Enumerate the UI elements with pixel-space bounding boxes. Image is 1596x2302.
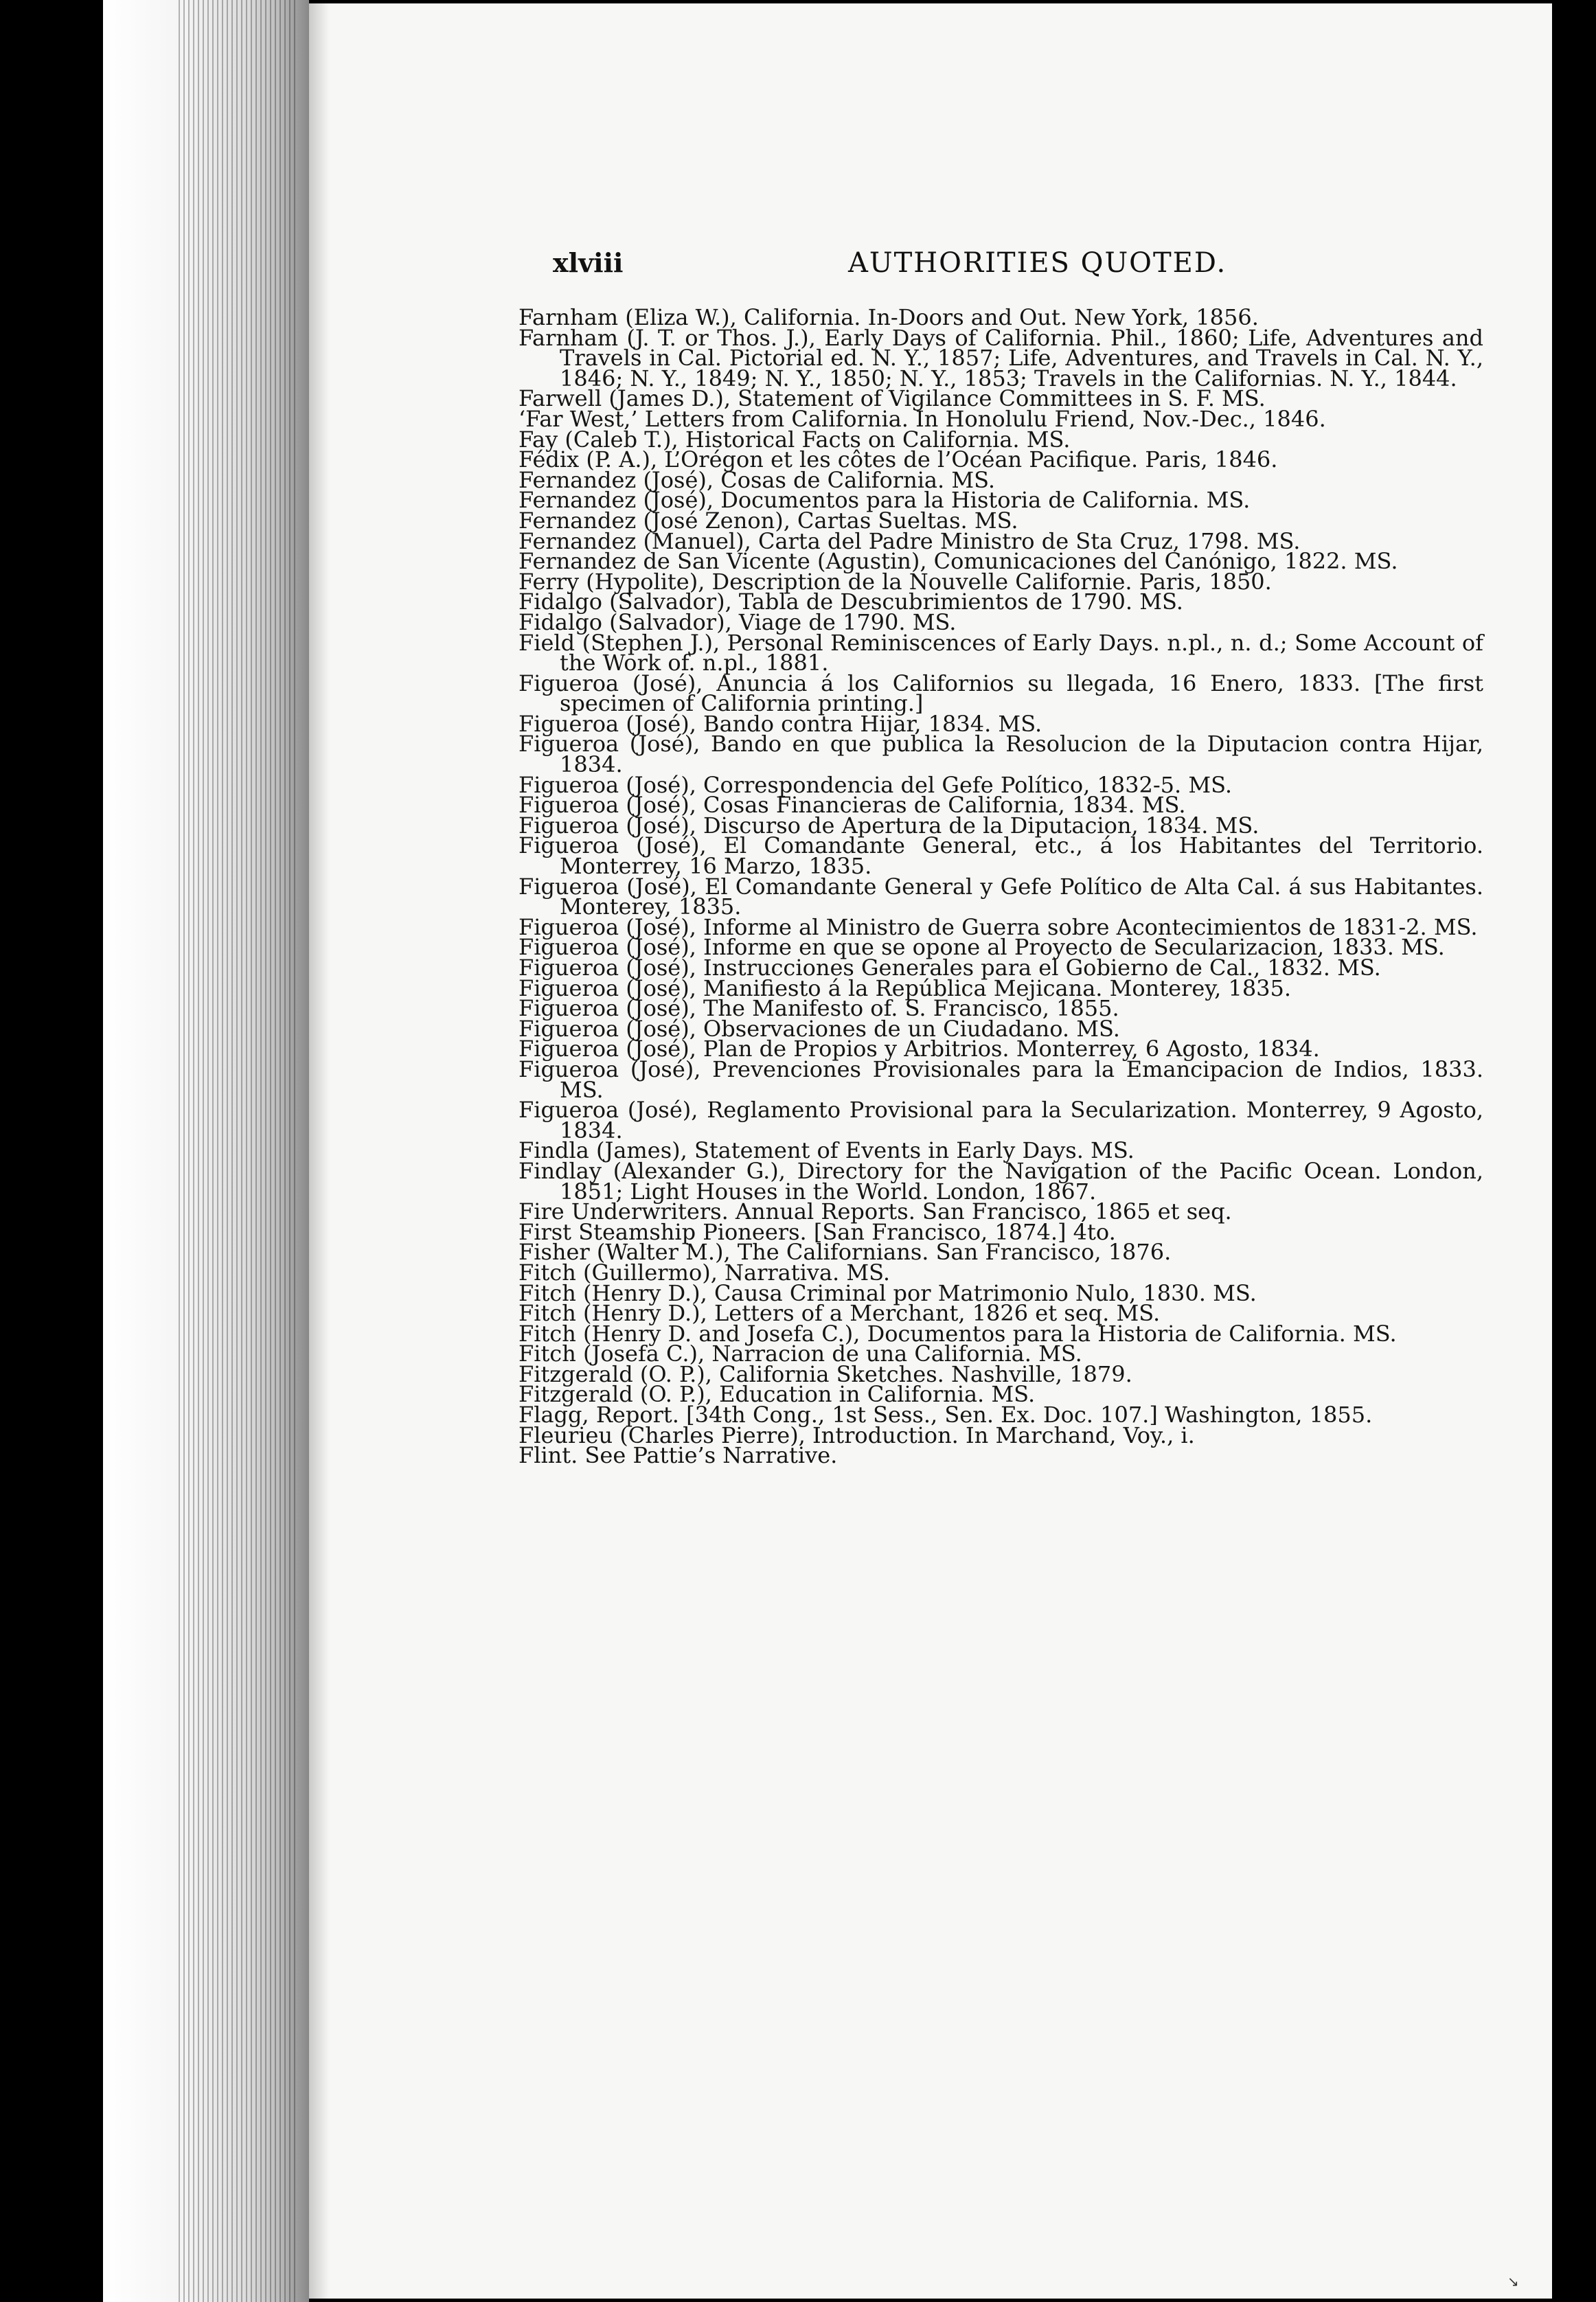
page-stack-edges: [179, 0, 295, 2302]
bibliography-entry: Fire Underwriters. Annual Reports. San Francisco, 1865 et seq.: [518, 1198, 1232, 1225]
bibliography-entry: Farnham (Eliza W.), California. In-Doors and Out. New York, 1856.: [518, 304, 1259, 330]
bibliography-entry: ‘Far West,’ Letters from California. In Honolulu Friend, Nov.-Dec., 1846.: [518, 405, 1326, 432]
bibliography-entry: Flagg, Report. [34th Cong., 1st Sess., Sen. Ex. Doc. 107.] Washington, 1855.: [518, 1402, 1373, 1428]
bibliography-entry: Farwell (James D.), Statement of Vigilance Committees in S. F. MS.: [518, 385, 1266, 412]
bibliography-entry: Figueroa (José), Reglamento Provisional para la Secularization. Monterrey, 9 Agosto, 1834.: [518, 1097, 1483, 1143]
bibliography-entry: Flint. See Pattie’s Narrative.: [518, 1442, 838, 1469]
bibliography-entry: Figueroa (José), El Comandante General y Gefe Político de Alta Cal. á sus Habitantes. Monterey, 1835.: [518, 873, 1483, 920]
bibliography-entry: Ferry (Hypolite), Description de la Nouvelle Californie. Paris, 1850.: [518, 568, 1272, 595]
bibliography-entry: Fitzgerald (O. P.), California Sketches. Nashville, 1879.: [518, 1360, 1132, 1387]
bibliography-entry: Fédix (P. A.), L’Orégon et les côtes de l’Océan Pacifique. Paris, 1846.: [518, 446, 1278, 473]
page-number: xlviii: [553, 247, 624, 278]
bibliography-entry: Figueroa (José), Manifiesto á la República Mejicana. Monterey, 1835.: [518, 975, 1292, 1001]
bibliography-entry: Figueroa (José), Plan de Propios y Arbitrios. Monterrey, 6 Agosto, 1834.: [518, 1036, 1320, 1062]
bibliography-entry: Fleurieu (Charles Pierre), Introduction. In Marchand, Voy., i.: [518, 1422, 1195, 1448]
bibliography-entry: Figueroa (José), Anuncia á los Californios su llegada, 16 Enero, 1833. [The first specimen of California printing.]: [518, 670, 1483, 717]
bibliography-entry: Figueroa (José), Correspondencia del Gefe Político, 1832-5. MS.: [518, 771, 1233, 798]
bibliography-entry: First Steamship Pioneers. [San Francisco, 1874.] 4to.: [518, 1218, 1116, 1245]
bibliography-entry: Figueroa (José), Informe al Ministro de Guerra sobre Acontecimientos de 1831-2. MS.: [518, 913, 1478, 940]
bibliography-list: [518, 304, 1483, 1469]
bibliography-entry: Figueroa (José), The Manifesto of. S. Francisco, 1855.: [518, 995, 1119, 1022]
bibliography-entry: Figueroa (José), Observaciones de un Ciudadano. MS.: [518, 1015, 1120, 1042]
bibliography-entry: Figueroa (José), Discurso de Apertura de la Diputacion, 1834. MS.: [518, 812, 1259, 839]
bibliography-entry: Fitch (Guillermo), Narrativa. MS.: [518, 1259, 891, 1286]
gutter-shadow: [309, 3, 330, 2299]
bibliography-entry: Fitch (Henry D. and Josefa C.), Documentos para la Historia de California. MS.: [518, 1320, 1397, 1347]
bibliography-entry: Figueroa (José), Bando en que publica la Resolucion de la Diputacion contra Hijar, 1834.: [518, 731, 1483, 778]
bibliography-entry: Fernandez (Manuel), Carta del Padre Ministro de Sta Cruz, 1798. MS.: [518, 527, 1301, 554]
bibliography-entry: Fay (Caleb T.), Historical Facts on California. MS.: [518, 426, 1071, 453]
bibliography-entry: Figueroa (José), Prevenciones Provisionales para la Emancipacion de Indios, 1833. MS.: [518, 1056, 1483, 1103]
bibliography-entry: Findla (James), Statement of Events in Early Days. MS.: [518, 1137, 1135, 1164]
bibliography-entry: Fitzgerald (O. P.), Education in California. MS.: [518, 1381, 1036, 1408]
bibliography-entry: Fernandez (José Zenon), Cartas Sueltas. MS.: [518, 507, 1018, 534]
bibliography-entry: Fernandez de San Vicente (Agustin), Comunicaciones del Canónigo, 1822. MS.: [518, 548, 1398, 575]
bibliography-entry: Figueroa (José), Bando contra Hijar, 1834. MS.: [518, 710, 1042, 737]
bibliography-entry: Fitch (Josefa C.), Narracion de una California. MS.: [518, 1341, 1082, 1367]
bibliography-entry: Figueroa (José), Instrucciones Generales para el Gobierno de Cal., 1832. MS.: [518, 955, 1381, 981]
bibliography-entry: Farnham (J. T. or Thos. J.), Early Days of California. Phil., 1860; Life, Adventures and Travels in Cal. Pictorial ed. N. Y., 1857; Life, Adventures, and Travels in Cal. N. Y., 1846; N. Y., 1849; N. Y., 1850; N. Y., 1853; Travels in the Californias. N. Y., 1844.: [518, 324, 1483, 391]
bibliography-entry: Fernandez (José), Documentos para la Historia de California. MS.: [518, 487, 1251, 514]
bibliography-entry: Fidalgo (Salvador), Viage de 1790. MS.: [518, 608, 957, 635]
bibliography-entry: Fitch (Henry D.), Causa Criminal por Matrimonio Nulo, 1830. MS.: [518, 1279, 1257, 1306]
page-header: [553, 247, 1466, 288]
bibliography-entry: Fidalgo (Salvador), Tabla de Descubrimientos de 1790. MS.: [518, 589, 1183, 615]
running-head: AUTHORITIES QUOTED.: [848, 247, 1227, 279]
bibliography-entry: Figueroa (José), Cosas Financieras de California, 1834. MS.: [518, 792, 1186, 819]
bibliography-entry: Figueroa (José), El Comandante General, etc., á los Habitantes del Territorio. Monterrey, 16 Marzo, 1835.: [518, 832, 1483, 880]
bibliography-entry: Field (Stephen J.), Personal Reminiscences of Early Days. n.pl., n. d.; Some Account of the Work of. n.pl., 1881.: [518, 629, 1483, 676]
bibliography-entry: Fisher (Walter M.), The Californians. San Francisco, 1876.: [518, 1239, 1172, 1266]
bibliography-entry: Fitch (Henry D.), Letters of a Merchant, 1826 et seq. MS.: [518, 1300, 1161, 1327]
bibliography-entry: Figueroa (José), Informe en que se opone al Proyecto de Secularizacion, 1833. MS.: [518, 934, 1445, 961]
bibliography-entry: Fernandez (José), Cosas de California. MS.: [518, 466, 996, 493]
bibliography-entry: Findlay (Alexander G.), Directory for the Navigation of the Pacific Ocean. London, 1851; Light Houses in the World. London, 1867.: [518, 1157, 1483, 1205]
scan-corner-mark: ↘: [1507, 2273, 1519, 2290]
